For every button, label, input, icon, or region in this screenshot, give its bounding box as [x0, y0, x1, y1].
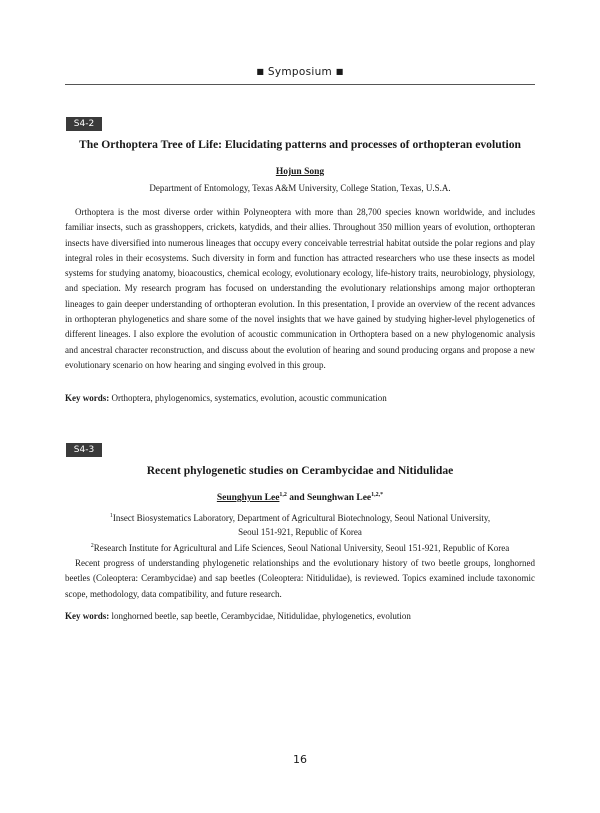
author-line: [0, 492, 600, 503]
author-superscript: 1,2: [279, 492, 287, 498]
paper-title: The Orthoptera Tree of Life: Elucidating patterns and processes of orthopteran evolution: [79, 138, 521, 151]
author-superscript: 1,2,*: [371, 492, 384, 498]
keywords-label: Key words:: [65, 611, 110, 621]
affiliation-superscript: 2: [90, 543, 94, 549]
header-title: Symposium: [267, 66, 333, 78]
running-header: [0, 66, 600, 78]
author-name: Seunghyun Lee: [216, 493, 280, 504]
affiliation-superscript: 1: [109, 513, 113, 519]
square-bullet-icon: ■: [335, 67, 344, 76]
keywords-label: Key words:: [65, 393, 110, 403]
author-conjunction: and: [289, 493, 305, 504]
square-bullet-icon: ■: [256, 67, 265, 76]
affiliation: [0, 509, 600, 555]
keywords-text: longhorned beetle, sap beetle, Cerambycidae, Nitidulidae, phylogenetics, evolution: [111, 611, 411, 621]
affiliation-line: Seoul 151-921, Republic of Korea: [238, 527, 362, 537]
affiliation-line: $^2$Research Institute for Agricultural and Life Sciences, Seoul National University, Seoul 151-921, Republic of Korea: [90, 543, 510, 553]
affiliation: Department of Entomology, Texas A&M University, College Station, Texas, U.S.A.: [149, 183, 451, 193]
author-line: [0, 167, 600, 177]
paper-title: Recent phylogenetic studies on Cerambycidae and Nitidulidae: [146, 464, 454, 477]
header-rule: [65, 84, 535, 85]
author-name: Hojun Song: [275, 167, 325, 177]
affiliation-line: $^1$Insect Biosystematics Laboratory, Department of Agricultural Biotechnology, Seoul National University,: [109, 513, 491, 523]
abstract-text: Recent progress of understanding phylogenetic relationships and the evolutionary history of two beetle groups, longhorned beetles (Coleoptera: Cerambycidae) and sap beetles (Coleoptera: Nitidulidae), is reviewed. Topics examined include taxonomic scope, methodology, data compatibility, and future research.: [65, 558, 535, 599]
session-tag: S4-3: [66, 443, 102, 457]
keywords-text: Orthoptera, phylogenomics, systematics, evolution, acoustic communication: [111, 393, 387, 403]
abstract-text: Orthoptera is the most diverse order within Polyneoptera with more than 28,700 species known worldwide, and includes familiar insects, such as grasshoppers, crickets, katydids, and their allies. Throughout 350 million years of evolution, orthopteran insects have diversified into numerous lineages that occupy every conceivable terrestrial habitat outside the polar regions and play integral roles in their ecosystems. Such diversity in form and function has attracted researchers who use these insects as model systems for studying anatomy, bioacoustics, chemical ecology, evolutionary ecology, life-history traits, neurobiology, physiology, and speciation. My research program has focused on understanding the evolutionary relationships among major orthopteran lineages to gain deeper understanding of orthopteran evolution. In this presentation, I provide an overview of the recent advances in orthopteran phylogenetics and share some of the novel insights that we have gained by studying higher-level phylogenetics of different lineages. I also explore the evolution of acoustic communication in Orthoptera based on a new phylogenomic analysis and ancestral character reconstruction, and discuss about the evolution of hearing and sound producing organs and propose a new evolutionary scenario on how hearing and singing evolved in this group.: [65, 207, 535, 370]
author-name: Seunghwan Lee: [307, 493, 372, 504]
page-number: 16: [293, 753, 307, 766]
keywords: [65, 393, 535, 403]
keywords: [65, 611, 535, 621]
session-tag: S4-2: [66, 117, 102, 131]
